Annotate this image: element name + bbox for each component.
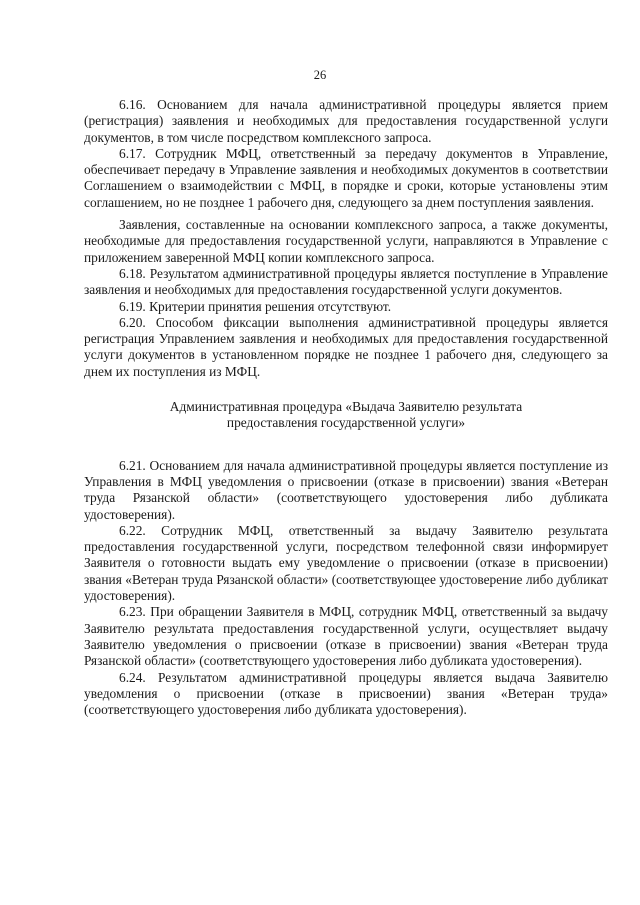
paragraph-6-24: 6.24. Результатом административной процедуры является выдача Заявителю уведомления о присвоении (отказе в присвоении) звания «Ветеран труда» (соответствующего удостоверения либо дубликата удостоверения).	[84, 669, 608, 718]
page-number: 26	[313, 68, 327, 82]
paragraph-6-23: 6.23. При обращении Заявителя в МФЦ, сотрудник МФЦ, ответственный за выдачу Заявителю результата предоставления государственной услуги, осуществляет выдачу Заявителю уведомления о присвоении (отказе в присвоении) звания «Ветеран труда Рязанской области» (соответствующего удостоверения либо дубликата удостоверения).	[84, 604, 608, 669]
document-body	[84, 97, 608, 718]
paragraph-6-18: 6.18. Результатом административной процедуры является поступление в Управление заявления и необходимых для предоставления государственной услуги документов.	[84, 265, 608, 298]
paragraph-6-16: 6.16. Основанием для начала административной процедуры является прием (регистрация) заявления и необходимых для предоставления государственной услуги документов, в том числе посредством комплексного запроса.	[84, 97, 608, 145]
paragraph-6-19: 6.19. Критерии принятия решения отсутствуют.	[119, 298, 392, 314]
section-heading: Административная процедура «Выдача Заявителю результата предоставления государственной услуги»	[169, 399, 523, 431]
paragraph-6-21: 6.21. Основанием для начала административной процедуры является поступление из Управления в МФЦ уведомления о присвоении (отказе в присвоении) звания «Ветеран труда Рязанской области» (соответствующего удостоверения либо дубликата удостоверения).	[84, 457, 608, 522]
paragraph-complex-request: Заявления, составленные на основании комплексного запроса, а также документы, необходимые для предоставления государственной услуги, направляются в Управление с приложением заверенной МФЦ копии комплексного запроса.	[84, 217, 608, 265]
paragraph-6-17: 6.17. Сотрудник МФЦ, ответственный за передачу документов в Управление, обеспечивает передачу в Управление заявления и необходимых документов в соответствии Соглашением о взаимодействии с МФЦ, в порядке и сроки, которые установлены этим соглашением, но не позднее 1 рабочего дня, следующего за днем поступления заявления.	[84, 145, 608, 210]
paragraph-6-20: 6.20. Способом фиксации выполнения административной процедуры является регистрация Управлением заявления и необходимых для предоставления государственной услуги документов в установленном порядке не позднее 1 рабочего дня, следующего за днем их поступления из МФЦ.	[84, 314, 608, 379]
paragraph-6-22: 6.22. Сотрудник МФЦ, ответственный за выдачу Заявителю результата предоставления государственной услуги, посредством телефонной связи информирует Заявителя о готовности выдать ему уведомление о присвоении (отказе в присвоении) звания «Ветеран труда Рязанской области» (соответствующее удостоверение либо дубликат удостоверения).	[84, 522, 608, 604]
